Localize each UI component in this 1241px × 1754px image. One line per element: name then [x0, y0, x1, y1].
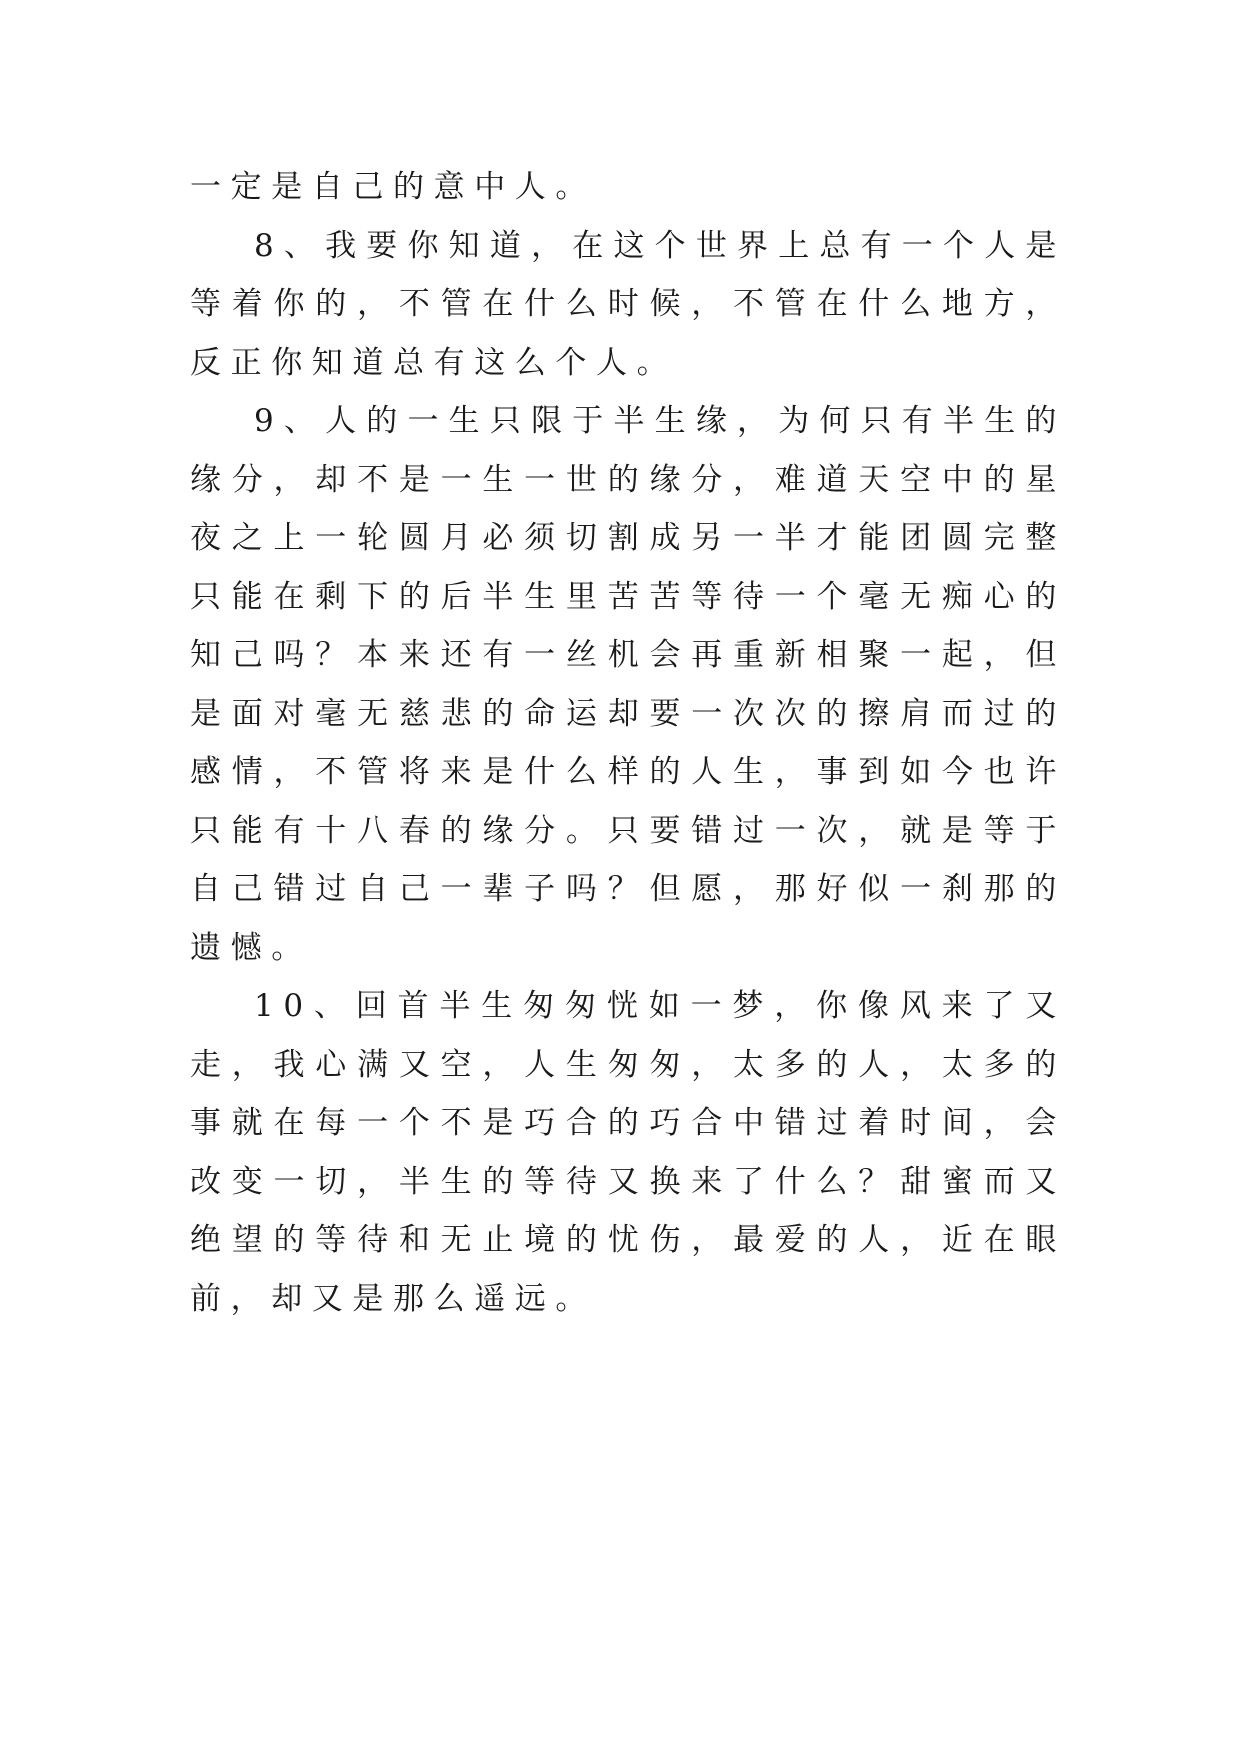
paragraph-item-8: 8、我要你知道，在这个世界上总有一个人是等着你的，不管在什么时候，不管在什么地方，反正你知道总有这么个人。 — [190, 227, 1066, 381]
paragraph-item-9: 9、人的一生只限于半生缘，为何只有半生的缘分，却不是一生一世的缘分，难道天空中的星夜之上一轮圆月必须切割成另一半才能团圆完整只能在剩下的后半生里苦苦等待一个毫无痴心的知己吗？本来还有一丝机会再重新相聚一起，但是面对毫无慈悲的命运却要一次次的擦肩而过的感情，不管将来是什么样的人生，事到如今也许只能有十八春的缘分。只要错过一次，就是等于自己错过自己一辈子吗？但愿，那好似一刹那的遗憾。 — [190, 403, 1066, 966]
paragraph-item-10: 10、回首半生匆匆恍如一梦，你像风来了又走，我心满又空，人生匆匆，太多的人，太多的事就在每一个不是巧合的巧合中错过着时间，会改变一切，半生的等待又换来了什么？甜蜜而又绝望的等待和无止境的忧伤，最爱的人，近在眼前，却又是那么遥远。 — [190, 988, 1066, 1317]
document-body — [190, 158, 1066, 1328]
paragraph-continuation: 一定是自己的意中人。 — [190, 169, 596, 205]
